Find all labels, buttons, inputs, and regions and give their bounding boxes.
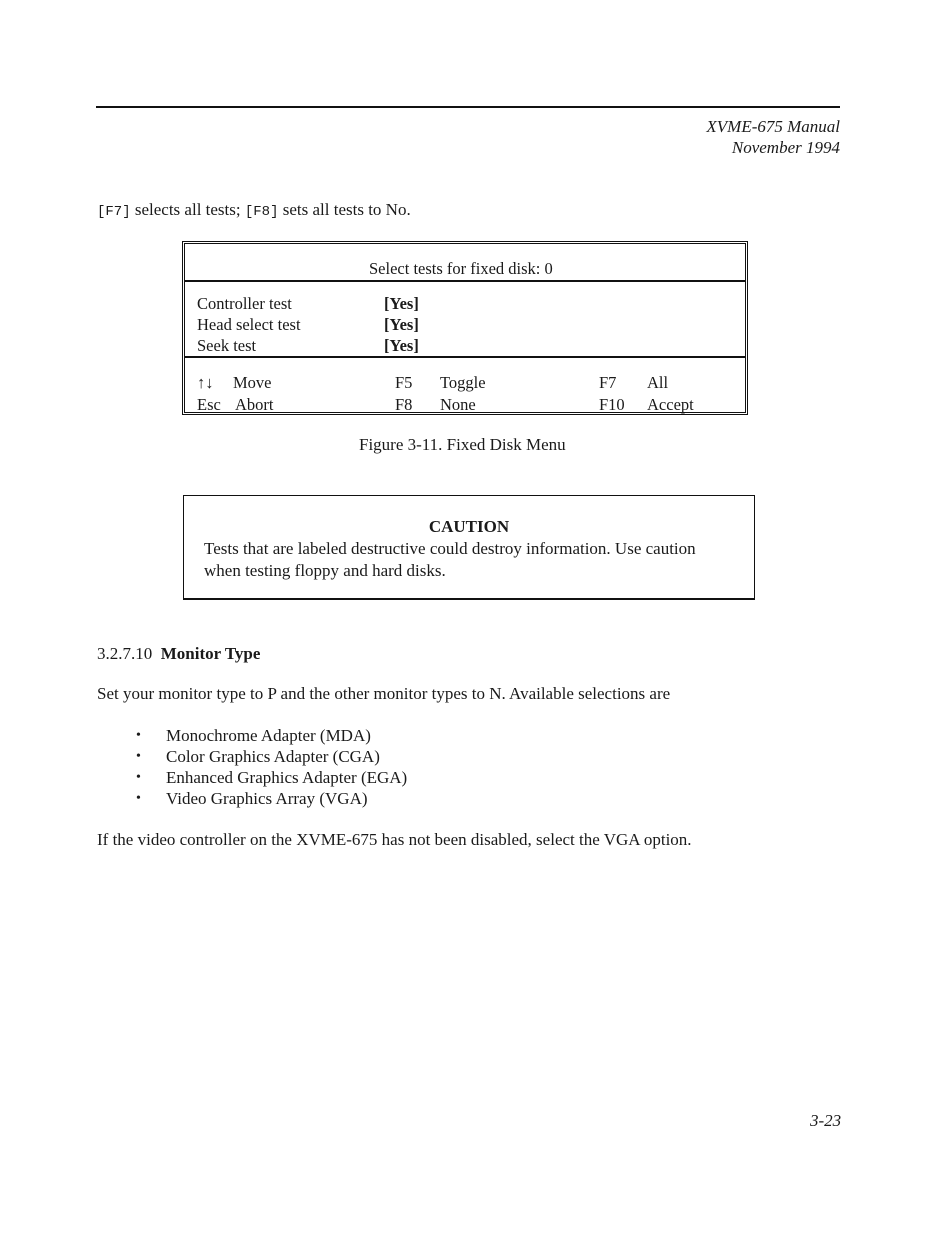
caution-text-line-2: when testing floppy and hard disks. [204,561,446,580]
test-label-controller: Controller test [197,294,292,313]
manual-title: XVME-675 Manual [706,117,840,136]
action-abort: Abort [235,395,274,414]
key-f5: F5 [395,373,413,392]
action-all: All [647,373,669,392]
bullet-item: Video Graphics Array (VGA) [166,789,368,808]
key-f8: [F8] [244,204,279,220]
caution-text-line-1: Tests that are labeled destructive could destroy information. Use caution [204,539,696,558]
caution-box [183,495,755,600]
key-f10: F10 [599,395,625,414]
action-none: None [440,395,476,414]
manual-date: November 1994 [731,138,840,157]
bullet-dot: • [136,791,141,806]
key-esc: Esc [197,395,221,414]
section-title: Monitor Type [160,644,261,663]
intro-line [97,200,411,220]
test-value-seek[interactable]: [Yes] [384,336,419,355]
key-f7: [F7] [97,204,131,220]
figure-caption: Figure 3-11. Fixed Disk Menu [359,435,566,454]
header-rule [96,106,840,108]
bullet-item: Enhanced Graphics Adapter (EGA) [166,768,408,787]
test-value-head-select[interactable]: [Yes] [384,315,419,334]
bullet-dot: • [136,728,141,743]
test-value-controller[interactable]: [Yes] [384,294,419,313]
test-label-seek: Seek test [197,336,257,355]
bullet-dot: • [136,770,141,785]
bullet-item: Color Graphics Adapter (CGA) [166,747,380,766]
section-closing: If the video controller on the XVME-675 has not been disabled, select the VGA option. [97,830,692,849]
fixed-disk-menu [182,241,748,415]
action-move: Move [233,373,272,392]
key-f8-menu: F8 [395,395,413,414]
action-toggle: Toggle [440,373,486,392]
menu-title: Select tests for fixed disk: 0 [369,259,553,278]
section-heading [97,644,260,664]
section-number: 3.2.7.10 [97,644,153,663]
key-f7-menu: F7 [599,373,617,392]
page-number: 3-23 [810,1111,842,1130]
action-accept: Accept [647,395,694,414]
intro-text-1: selects all tests; [134,200,241,219]
menu-title-divider [185,280,745,282]
key-arrows: ↑↓ [197,373,214,392]
intro-text-2: sets all tests to No. [282,200,411,219]
menu-keys-divider [185,356,745,358]
section-intro: Set your monitor type to P and the other monitor types to N. Available selections are [97,684,671,703]
caution-title: CAUTION [428,517,510,536]
bullet-dot: • [136,749,141,764]
test-label-head-select: Head select test [197,315,301,334]
bullet-item: Monochrome Adapter (MDA) [166,726,371,745]
